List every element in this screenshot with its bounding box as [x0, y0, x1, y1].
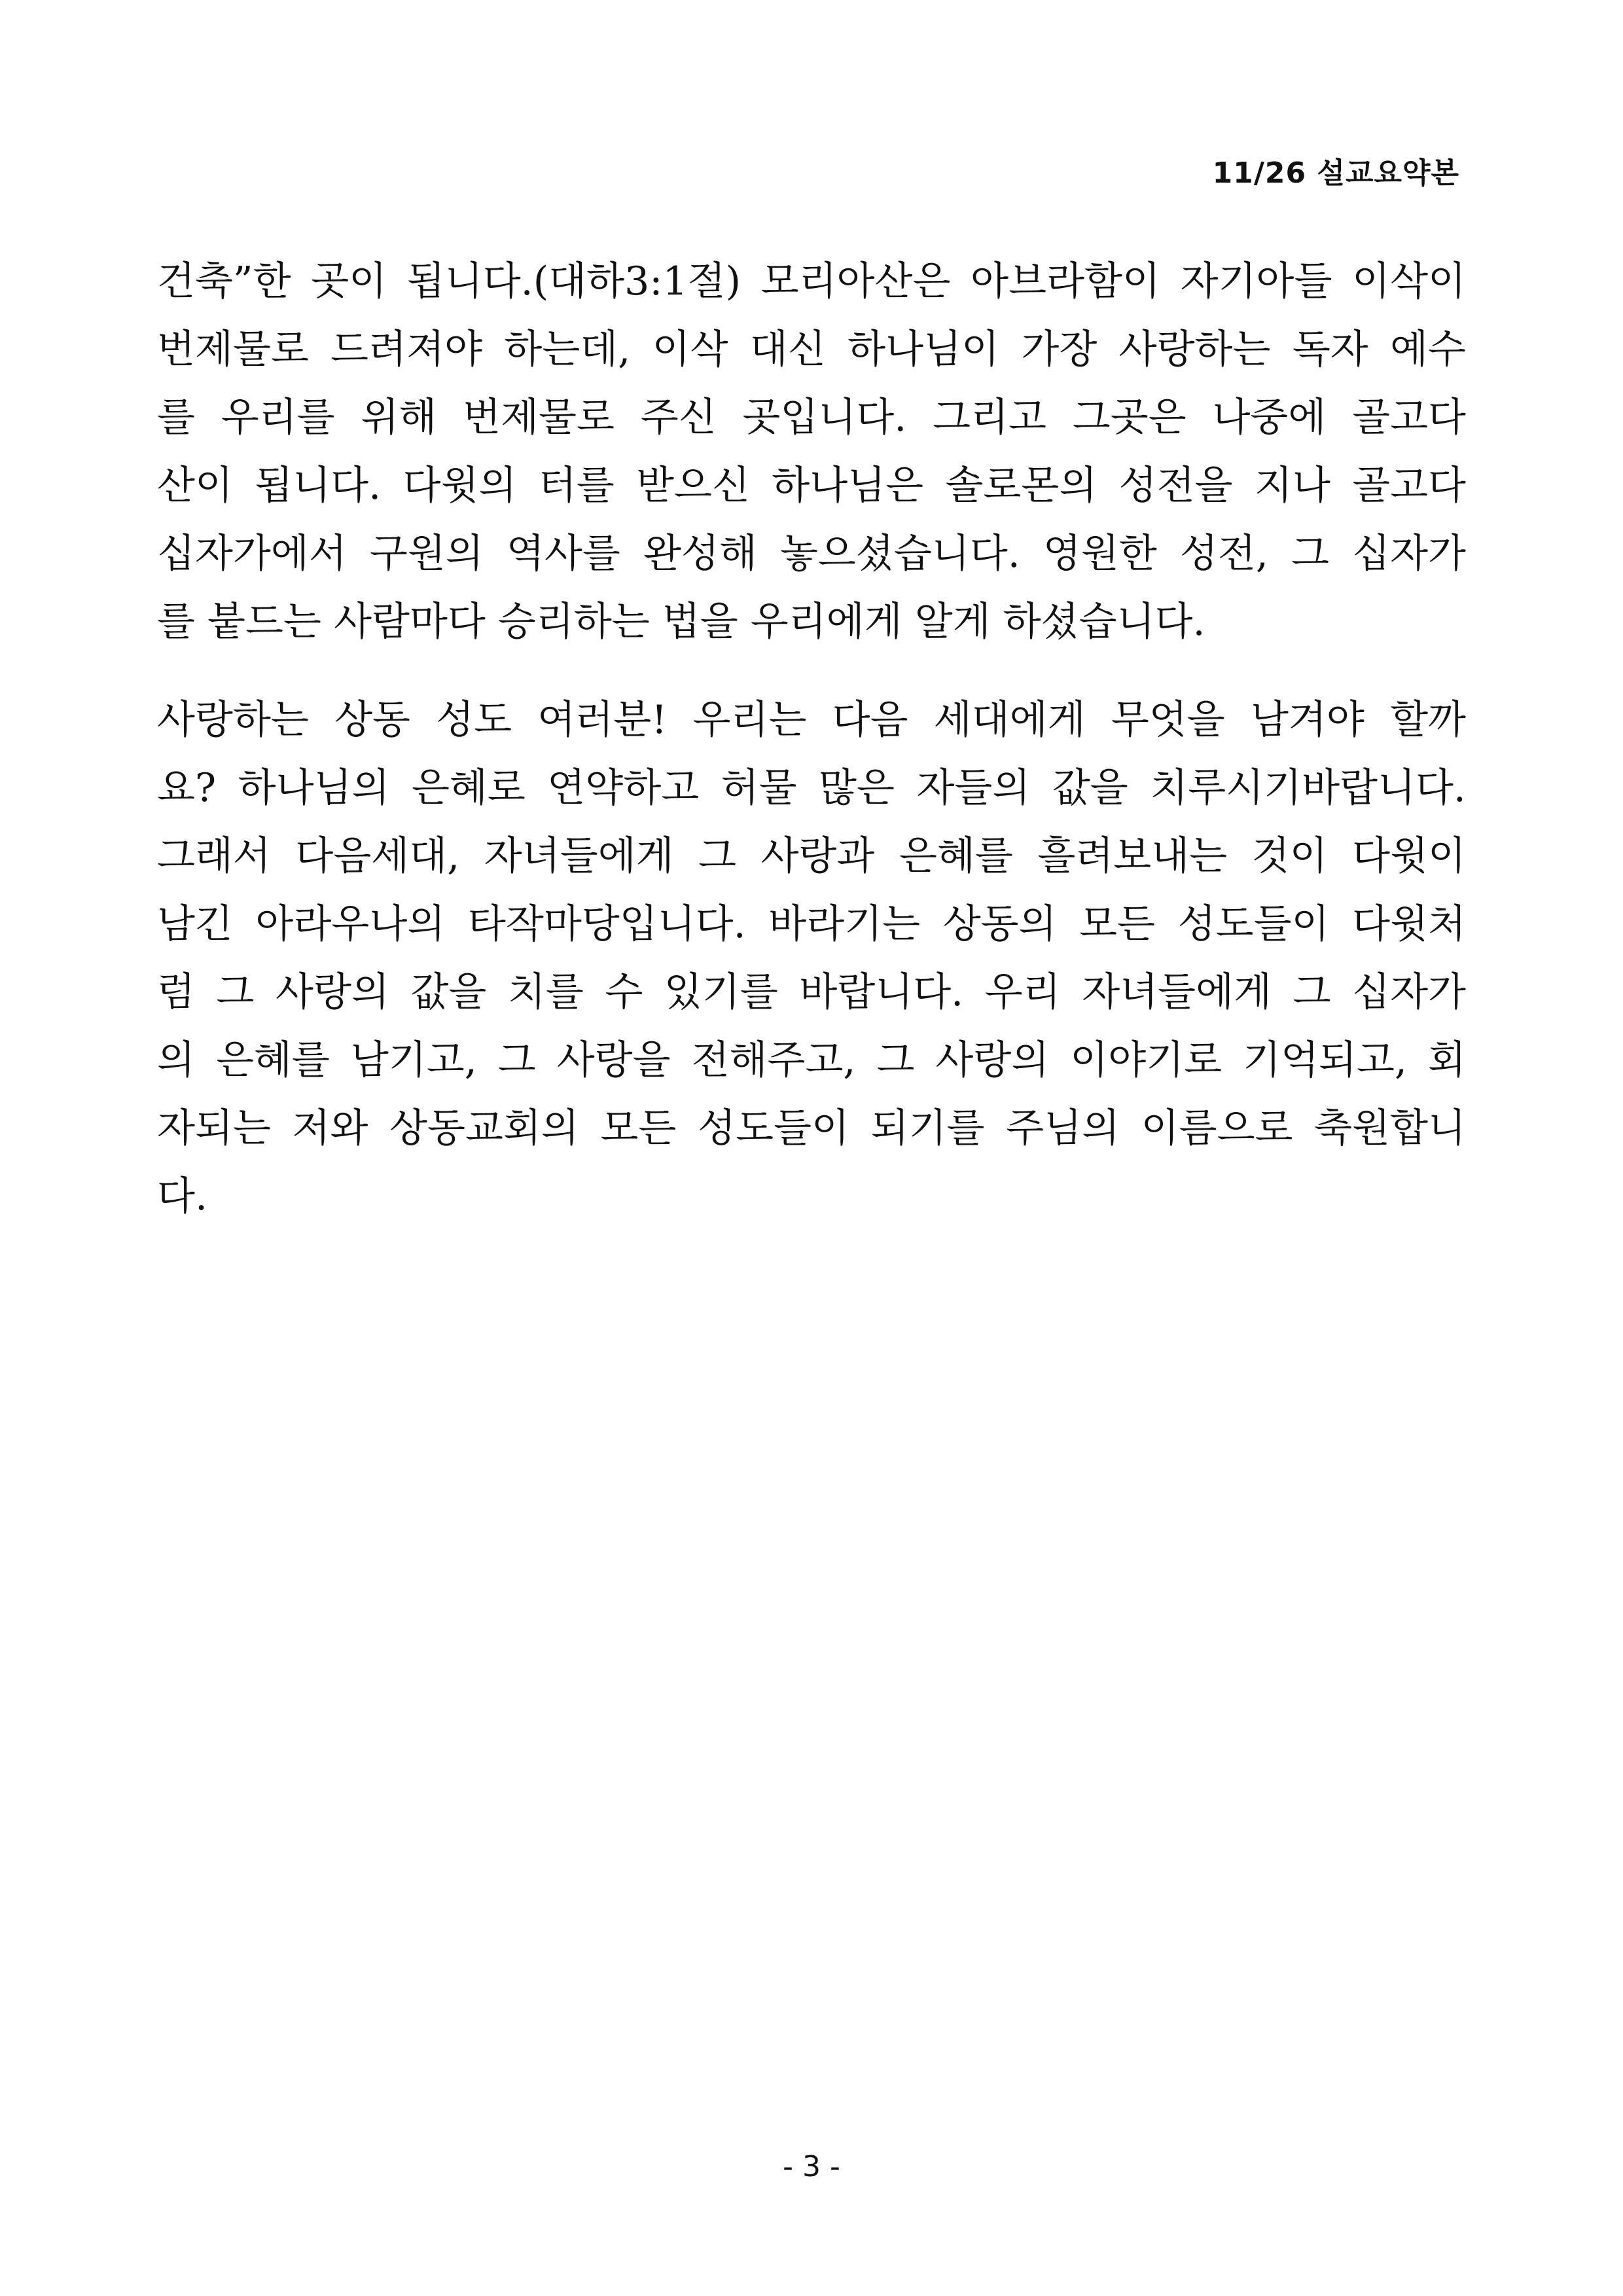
page-number: - 3 -: [783, 2150, 840, 2183]
text-line: 번제물로 드려져야 하는데, 이삭 대신 하나님이 가장 사랑하는 독자 예수: [157, 327, 1466, 372]
sermon-paragraph-1: [157, 247, 1466, 656]
text-line: 다.: [157, 1174, 208, 1219]
text-line: 사랑하는 상동 성도 여러분! 우리는 다음 세대에게 무엇을 남겨야 할까: [157, 697, 1466, 743]
text-line: 의 은혜를 남기고, 그 사랑을 전해주고, 그 사랑의 이야기로 기억되고, 회: [157, 1037, 1466, 1083]
text-line: 산이 됩니다. 다윗의 터를 받으신 하나님은 솔로몬의 성전을 지나 골고다: [157, 463, 1466, 509]
text-line: 자되는 저와 상동교회의 모든 성도들이 되기를 주님의 이름으로 축원합니: [157, 1105, 1466, 1151]
text-line: 건축”한 곳이 됩니다.(대하3:1절) 모리아산은 아브라함이 자기아들 이삭이: [157, 259, 1466, 304]
text-line: 럼 그 사랑의 값을 치를 수 있기를 바랍니다. 우리 자녀들에게 그 십자가: [157, 969, 1466, 1015]
text-line: 남긴 아라우나의 타작마당입니다. 바라기는 상동의 모든 성도들이 다윗처: [157, 901, 1466, 947]
text-line: 를 우리를 위해 번제물로 주신 곳입니다. 그리고 그곳은 나중에 골고다: [157, 395, 1466, 440]
text-line: 요? 하나님의 은혜로 연약하고 허물 많은 자들의 값을 치루시기바랍니다.: [157, 765, 1466, 811]
sermon-paragraph-2: [157, 686, 1466, 1230]
document-header-title: 11/26 설교요약본: [1212, 156, 1459, 190]
text-line: 그래서 다음세대, 자녀들에게 그 사랑과 은혜를 흘려보내는 것이 다윗이: [157, 833, 1466, 879]
text-line: 를 붙드는 사람마다 승리하는 법을 우리에게 알게 하셨습니다.: [157, 599, 1205, 645]
text-line: 십자가에서 구원의 역사를 완성해 놓으셨습니다. 영원한 성전, 그 십자가: [157, 531, 1466, 577]
